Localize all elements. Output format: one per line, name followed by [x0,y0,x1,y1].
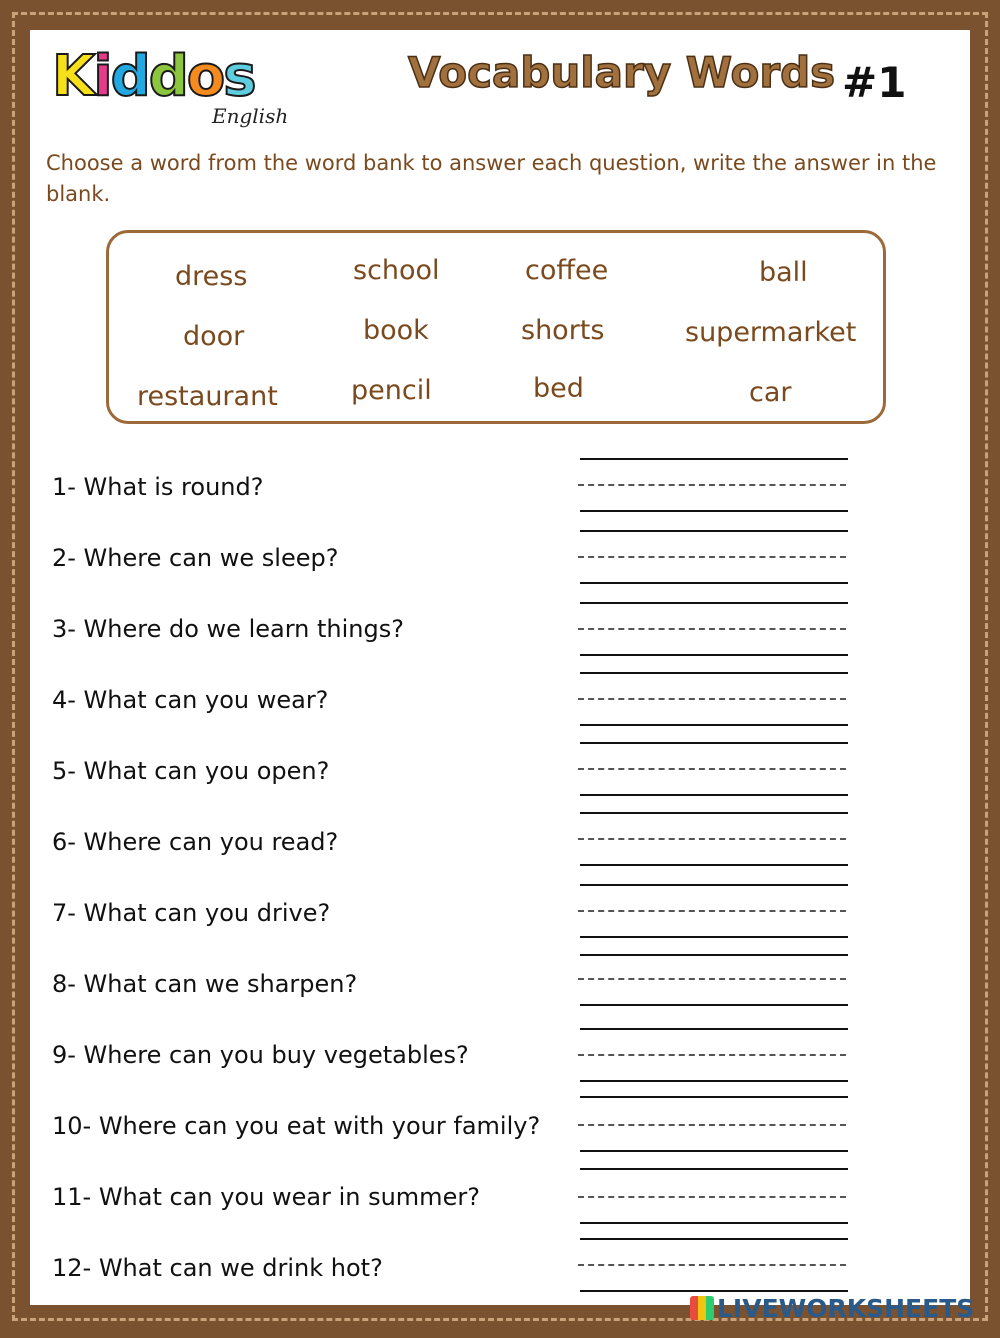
word-bank-word: coffee [525,255,609,286]
page-title-number: #1 [842,58,907,107]
logo-letter: i [93,44,111,109]
logo-wordmark [52,42,255,112]
question-text: 5- What can you open? [52,757,330,785]
question-text: 10- Where can you eat with your family? [52,1112,541,1140]
liveworksheets-brand: LIVEWORKSHEETS [717,1294,975,1323]
question-text: 3- Where do we learn things? [52,615,404,643]
logo-subtitle: English [212,104,289,128]
word-bank-word: restaurant [137,381,278,412]
answer-blank[interactable] [578,910,850,984]
word-bank-word: dress [175,261,248,292]
question-text: 12- What can we drink hot? [52,1254,383,1282]
logo-letter: d [110,44,149,109]
answer-blank[interactable] [578,978,850,1052]
word-bank-word: school [353,255,440,286]
worksheet-page [30,30,970,1305]
answer-blank[interactable] [578,556,850,630]
answer-blank[interactable] [578,628,850,702]
answer-blank[interactable] [578,458,850,532]
answer-blank[interactable] [578,1054,850,1128]
answer-blank[interactable] [578,698,850,772]
instructions-text: Choose a word from the word bank to answer each question, write the answer in the blank. [46,151,937,206]
logo-letter: K [52,44,94,109]
question-text: 9- Where can you buy vegetables? [52,1041,469,1069]
word-bank-word: book [363,315,429,346]
word-bank-word: pencil [351,375,432,406]
question-text: 8- What can we sharpen? [52,970,358,998]
answer-blank[interactable] [578,1196,850,1270]
kiddos-english-logo [52,42,302,152]
word-bank-word: ball [759,257,808,288]
question-text: 7- What can you drive? [52,899,331,927]
liveworksheets-icon [690,1296,714,1320]
logo-letter: d [148,44,187,109]
question-text: 1- What is round? [52,473,264,501]
answer-blank[interactable] [578,1124,850,1198]
word-bank-box [106,230,886,424]
word-bank-word: door [183,321,245,352]
word-bank-word: shorts [521,315,605,346]
question-text: 4- What can you wear? [52,686,329,714]
word-bank-word: car [749,377,792,408]
word-bank-word: supermarket [685,317,857,348]
logo-letter: s [223,44,255,109]
page-title: Vocabulary Words [408,48,836,97]
liveworksheets-logo [690,1294,974,1323]
question-text: 6- Where can you read? [52,828,339,856]
question-text: 2- Where can we sleep? [52,544,339,572]
answer-blank[interactable] [578,838,850,912]
logo-letter: o [186,44,224,109]
answer-blank[interactable] [578,768,850,842]
word-bank-word: bed [533,373,584,404]
question-text: 11- What can you wear in summer? [52,1183,480,1211]
